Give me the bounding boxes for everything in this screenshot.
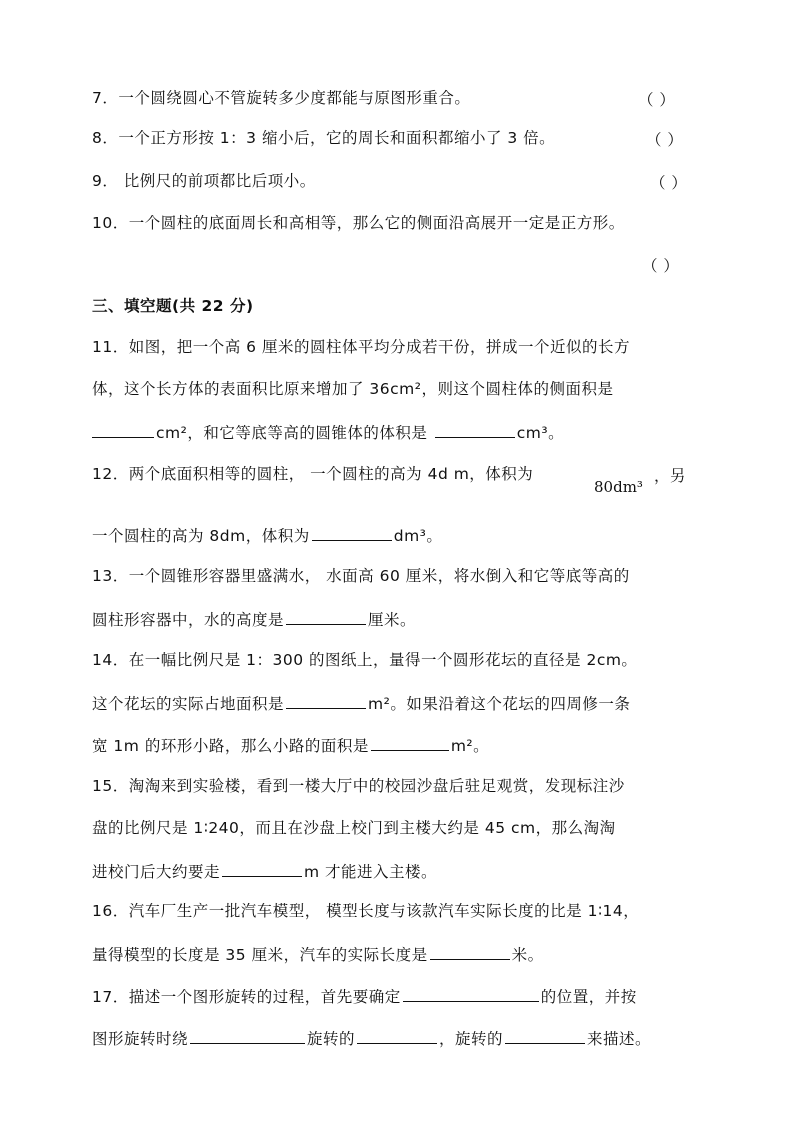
q12-text-a: 一个圆柱的高为 8dm，体积为 bbox=[92, 527, 310, 545]
q16-text-a: 量得模型的长度是 35 厘米，汽车的实际长度是 bbox=[92, 946, 428, 964]
section-title: 三、填空题(共 22 分) bbox=[92, 297, 254, 315]
answer-paren-9[interactable]: （ ） bbox=[650, 174, 688, 192]
blank-11-cone-volume[interactable] bbox=[435, 421, 515, 438]
question-12-line-1: 12．两个底面积相等的圆柱， 一个圆柱的高为 4d m，体积为 bbox=[92, 465, 534, 483]
q17-text-b: 的位置，并按 bbox=[540, 988, 637, 1006]
blank-16-length[interactable] bbox=[430, 943, 510, 960]
question-16-line-2 bbox=[92, 943, 544, 965]
question-9: 9． 比例尺的前项都比后项小。 bbox=[92, 172, 316, 190]
question-14-line-1: 14．在一幅比例尺是 1：300 的图纸上，量得一个圆形花坛的直径是 2cm。 bbox=[92, 651, 638, 669]
question-13-line-1: 13．一个圆锥形容器里盛满水， 水面高 60 厘米，将水倒入和它等底等高的 bbox=[92, 567, 630, 585]
blank-12-volume[interactable] bbox=[312, 524, 392, 541]
question-16-line-1: 16．汽车厂生产一批汽车模型， 模型长度与该款汽车实际长度的比是 1∶14， bbox=[92, 902, 640, 920]
question-11-line-1: 11．如图，把一个高 6 厘米的圆柱体平均分成若干份，拼成一个近似的长方 bbox=[92, 338, 630, 356]
q11-text-b: cm³。 bbox=[516, 424, 565, 442]
question-15-line-1: 15．淘淘来到实验楼，看到一楼大厅中的校园沙盘后驻足观赏，发现标注沙 bbox=[92, 777, 625, 795]
q17-text-e: ，旋转的 bbox=[439, 1030, 504, 1048]
q12-text-b: dm³。 bbox=[393, 527, 443, 545]
blank-17-center[interactable] bbox=[403, 985, 539, 1002]
question-10: 10．一个圆柱的底面周长和高相等，那么它的侧面沿高展开一定是正方形。 bbox=[92, 214, 625, 232]
q14-text-a: 这个花坛的实际占地面积是 bbox=[92, 695, 285, 713]
blank-17-direction[interactable] bbox=[357, 1027, 437, 1044]
question-15-line-3 bbox=[92, 860, 437, 882]
q17-text-d: 旋转的 bbox=[307, 1030, 356, 1048]
blank-14-path-area[interactable] bbox=[371, 734, 449, 751]
blank-15-distance[interactable] bbox=[222, 860, 302, 877]
answer-paren-7[interactable]: （ ） bbox=[638, 91, 676, 109]
question-11-line-2: 体，这个长方体的表面积比原来增加了 36cm²，则这个圆柱体的侧面积是 bbox=[92, 380, 614, 398]
q15-text-b: m 才能进入主楼。 bbox=[304, 863, 438, 881]
answer-paren-10[interactable]: （ ） bbox=[642, 257, 680, 275]
question-17-line-2 bbox=[92, 1027, 651, 1049]
question-12-line-2 bbox=[92, 524, 442, 546]
question-15-line-2: 盘的比例尺是 1∶240，而且在沙盘上校门到主楼大约是 45 cm，那么淘淘 bbox=[92, 819, 616, 837]
question-14-line-2 bbox=[92, 692, 630, 714]
q13-text-a: 圆柱形容器中，水的高度是 bbox=[92, 611, 285, 629]
q14-text-b: m²。如果沿着这个花坛的四周修一条 bbox=[368, 695, 631, 713]
q15-text-a: 进校门后大约要走 bbox=[92, 863, 221, 881]
answer-paren-8[interactable]: （ ） bbox=[646, 131, 684, 149]
blank-13-height[interactable] bbox=[286, 608, 366, 625]
question-8: 8．一个正方形按 1：3 缩小后，它的周长和面积都缩小了 3 倍。 bbox=[92, 129, 556, 147]
q16-text-b: 米。 bbox=[511, 946, 544, 964]
question-12-line-1-tail: ，另 bbox=[654, 467, 687, 485]
question-17-line-1 bbox=[92, 985, 637, 1007]
question-7: 7．一个圆绕圆心不管旋转多少度都能与原图形重合。 bbox=[92, 89, 471, 107]
math-volume: 80dm³ bbox=[594, 478, 643, 496]
question-14-line-3 bbox=[92, 734, 489, 756]
blank-11-lateral-area[interactable] bbox=[92, 421, 154, 438]
q17-text-a: 17．描述一个图形旋转的过程，首先要确定 bbox=[92, 988, 401, 1006]
question-13-line-2 bbox=[92, 608, 416, 630]
blank-17-angle[interactable] bbox=[505, 1027, 585, 1044]
q14-text-c: 宽 1m 的环形小路，那么小路的面积是 bbox=[92, 737, 369, 755]
q13-text-b: 厘米。 bbox=[368, 611, 417, 629]
question-11-line-3 bbox=[92, 421, 564, 443]
q17-text-f: 来描述。 bbox=[587, 1030, 652, 1048]
q17-text-c: 图形旋转时绕 bbox=[92, 1030, 189, 1048]
q14-text-d: m²。 bbox=[450, 737, 490, 755]
blank-14-area[interactable] bbox=[286, 692, 366, 709]
q11-text-a: cm²，和它等底等高的圆锥体的体积是 bbox=[156, 424, 428, 442]
blank-17-point[interactable] bbox=[190, 1027, 305, 1044]
